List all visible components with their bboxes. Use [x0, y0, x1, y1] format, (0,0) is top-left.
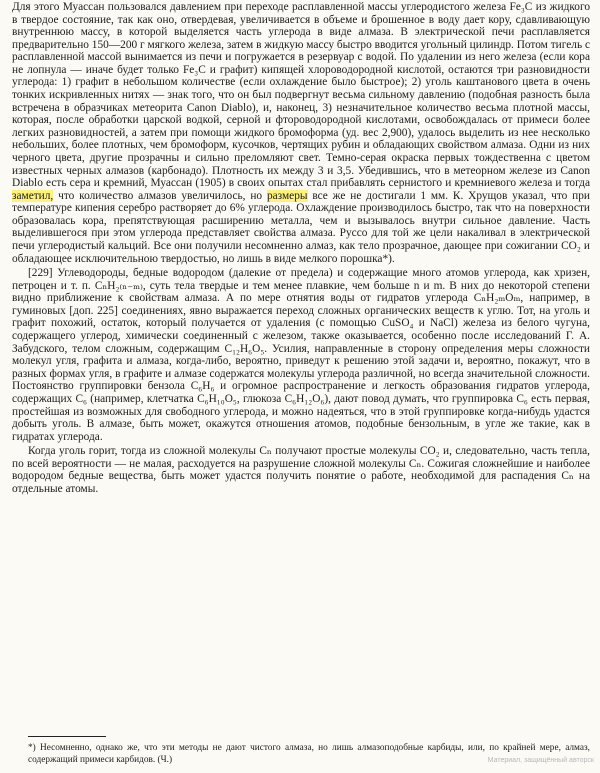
copyright-watermark: Материал, защищённый авторск [487, 757, 594, 764]
paragraph-text-part-2: что количество алмазов увеличилось, но [53, 189, 267, 202]
highlighted-word-razmery: размеры [266, 189, 308, 202]
footnote-divider [28, 736, 106, 737]
paragraph-text-part-1: Для этого Муассан пользовался давлением при переходе расплавленной массы углеродистого железа Fe₃C из жидкого в твердое состояние, так как оно, отвердевая, увеличивается в объеме и брошенное в воду дает кору, сдавливающую внутреннюю массу, в которой выделяется часть углерода в виде алмаза. В электрической печи расплавляется предварительно 150—200 г мягкого железа, затем в жидкую массу быстро вводится угольный цилиндр. Потом тигель с расплавленной массой вынимается из печи и погружается в резервуар с водой. По удалении из него железа (если кора не лопнула — иначе будет только Fe₃C и графит) кипящей хлороводородной кислотой, остаются три разновидности углерода: 1) графит в небольшом количестве (если охлаждение было быстрое); 2) уголь каштанового цвета в очень тонких искривленных нитях — знак того, что он был подвергнут весьма сильному давлению (подобная разность была встречена в образчиках метеорита Canon Diablo), и, наконец, 3) незначительное количество весьма плотной массы, которая, после обработки царской водкой, серной и фтороводородной кислотами, освобождалась от примеси более легких разновидностей, а затем при помощи жидкого бромоформа (уд. вес 2,900), удалось выделить из нее несколько небольших, более плотных, чем бромоформ, кусочков, чертящих рубин и обладающих свойством алмаза. Одни из них черного цвета, другие прозрачны и сильно преломляют свет. Темно-серая окраска первых тождественна с цветом известных черных алмазов (карбонадо). Плотность их между 3 и 3,5. Убедившись, что в метеорном железе из Canon Diablo есть сера и кремний, Муассан (1905) в своих опытах стал прибавлять сернистого и кремниевого железа и тогда [12, 1, 590, 190]
paragraph-text-part-3: все же не достигали 1 мм. К. Хрущов указал, что при температуре кипения серебро растворяет до 6% углерода. Охлаждение производилось быстро, так что на поверхности образовалась кора, препятствующая расширению металла, чем и вызывалось внутри сильное давление. Часть выделившегося при этом углерода представляет свойства алмаза. Руссо для той же цели накаливал в электрической печи углеродистый кальций. Все они получили несомненно алмаз, как тело прозрачное, дающее при сожигании CO₂ и обладающее исключительною твердостью, но лишь в виде мелкого порошка*). [12, 189, 590, 265]
paragraph-229-hydrocarbons: [229] Углеводороды, бедные водородом (далекие от предела) и содержащие много атомов углерода, как хризен, петроцен и т. п. CₙH₂₍ₙ₋ₘ₎, суть тела твердые и тем менее плавкие, чем больше n и m. В них до некоторой степени видно приближение к свойствам алмаза. А по мере отнятия воды от гидратов углерода CₙH₂ₘOₘ, например, в гуминовых [доп. 225] соединениях, явно выражается переход сложных органических веществ к углю. Тот, на уголь и графит похожий, остаток, который получается от удаления (с помощью CuSO₄ и NaCl) железа из белого чугуна, содержащего углерод, химически соединенный с железом, также оказывается, особенно после исследований Г. А. Забудского, телом сложным, содержащим C₁₂H₆O₅. Усилия, направленные в сторону определения меры сложности молекул угля, графита и алмаза, когда-либо, вероятно, приведут к решению этой задачи и, вероятно, покажут, что в разных формах угля, в графите и алмазе содержатся молекулы углерода различной, но всегда значительной сложности. Постоянство группировки бензола C₆H₆ и огромное распространение и легкость образования гидратов углерода, содержащих C₆ (например, клетчатка C₆H₁₀O₅, глюкоза C₆H₁₂O₆), дают повод думать, что группировка C₆ есть первая, простейшая из возможных для свободного углерода, и можно надеяться, что в этой группировке когда-нибудь удастся добыть уголь. В алмазе, быть может, окажутся отношения атомов, подобные бензольным, в угле же такие, как в гидратах углерода. [12, 267, 590, 443]
footnote: *) Несомненно, однако же, что эти методы не дают чистого алмаза, но лишь алмазоподобные карбиды, или, по крайней мере, алмаз, содержащий примеси карбидов. (Ч.) [28, 743, 590, 765]
highlighted-word-zametil: заметил, [12, 189, 54, 202]
paragraph-moissan-experiment [12, 1, 590, 265]
paragraph-coal-burning: Когда уголь горит, тогда из сложной молекулы Cₙ получают простые молекулы CO₂ и, следовательно, часть тепла, по всей вероятности — не малая, расходуется на разрушение сложной молекулы Cₙ. Сожигая сложнейшие и наиболее водородом бедные вещества, быть может удастся получить понятие о работе, необходимой для распадения Cₙ на отдельные атомы. [12, 445, 590, 495]
body-text [12, 1, 590, 496]
